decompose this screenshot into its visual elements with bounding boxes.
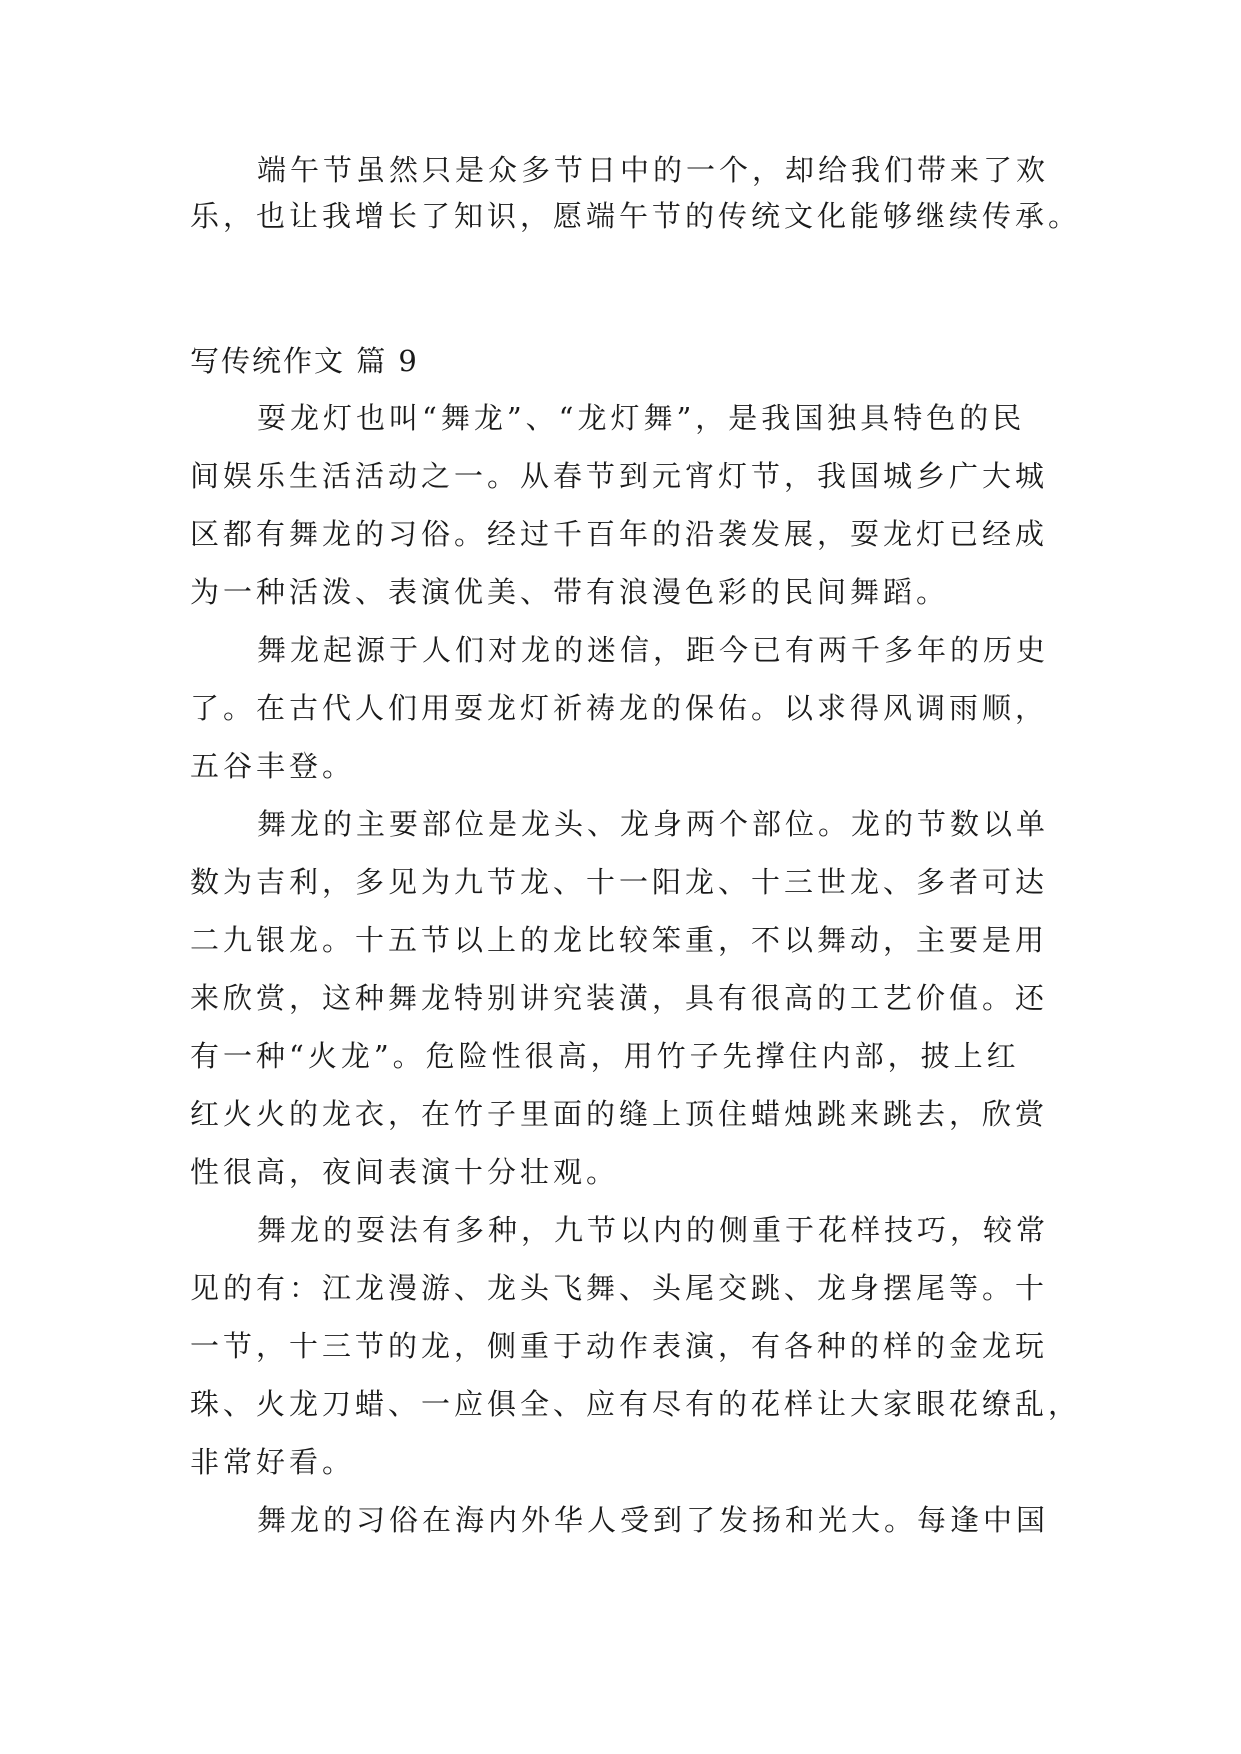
paragraph-line: 为一种活泼、表演优美、带有浪漫色彩的民间舞蹈。 — [190, 575, 950, 609]
paragraph-line: 舞龙起源于人们对龙的迷信，距今已有两千多年的历史 — [257, 633, 1050, 667]
paragraph-line: 数为吉利，多见为九节龙、十一阳龙、十三世龙、多者可达 — [190, 865, 1049, 899]
paragraph-line: 五谷丰登。 — [190, 749, 356, 783]
paragraph-line: 红火火的龙衣，在竹子里面的缝上顶住蜡烛跳来跳去，欣赏 — [190, 1097, 1049, 1131]
paragraph-line: 来欣赏，这种舞龙特别讲究装潢，具有很高的工艺价值。还 — [190, 981, 1049, 1015]
paragraph-line: 舞龙的主要部位是龙头、龙身两个部位。龙的节数以单 — [257, 807, 1050, 841]
paragraph-line: 区都有舞龙的习俗。经过千百年的沿袭发展，耍龙灯已经成 — [190, 517, 1049, 551]
paragraph-line: 舞龙的习俗在海内外华人受到了发扬和光大。每逢中国 — [257, 1503, 1050, 1537]
paragraph-line: 一节，十三节的龙，侧重于动作表演，有各种的样的金龙玩 — [190, 1329, 1049, 1363]
paragraph-line: 性很高，夜间表演十分壮观。 — [190, 1155, 620, 1189]
paragraph-line: 有一种“火龙”。危险性很高，用竹子先撑住内部，披上红 — [190, 1039, 1020, 1073]
paragraph-line: 了。在古代人们用耍龙灯祈祷龙的保佑。以求得风调雨顺， — [190, 691, 1049, 725]
paragraph-line: 间娱乐生活活动之一。从春节到元宵灯节，我国城乡广大城 — [190, 459, 1049, 493]
paragraph-line: 珠、火龙刀蜡、一应俱全、应有尽有的花样让大家眼花缭乱， — [190, 1387, 1082, 1421]
paragraph-line: 乐，也让我增长了知识，愿端午节的传统文化能够继续传承。 — [190, 199, 1082, 233]
paragraph-line: 见的有：江龙漫游、龙头飞舞、头尾交跳、龙身摆尾等。十 — [190, 1271, 1049, 1305]
paragraph-line: 非常好看。 — [190, 1445, 356, 1479]
paragraph-line: 二九银龙。十五节以上的龙比较笨重，不以舞动，主要是用 — [190, 923, 1049, 957]
section-heading: 写传统作文 篇 9 — [190, 344, 419, 378]
paragraph-line: 舞龙的耍法有多种，九节以内的侧重于花样技巧，较常 — [257, 1213, 1050, 1247]
paragraph-line: 端午节虽然只是众多节日中的一个，却给我们带来了欢 — [257, 153, 1050, 187]
paragraph-line: 耍龙灯也叫“舞龙”、“龙灯舞”，是我国独具特色的民 — [257, 401, 1026, 435]
